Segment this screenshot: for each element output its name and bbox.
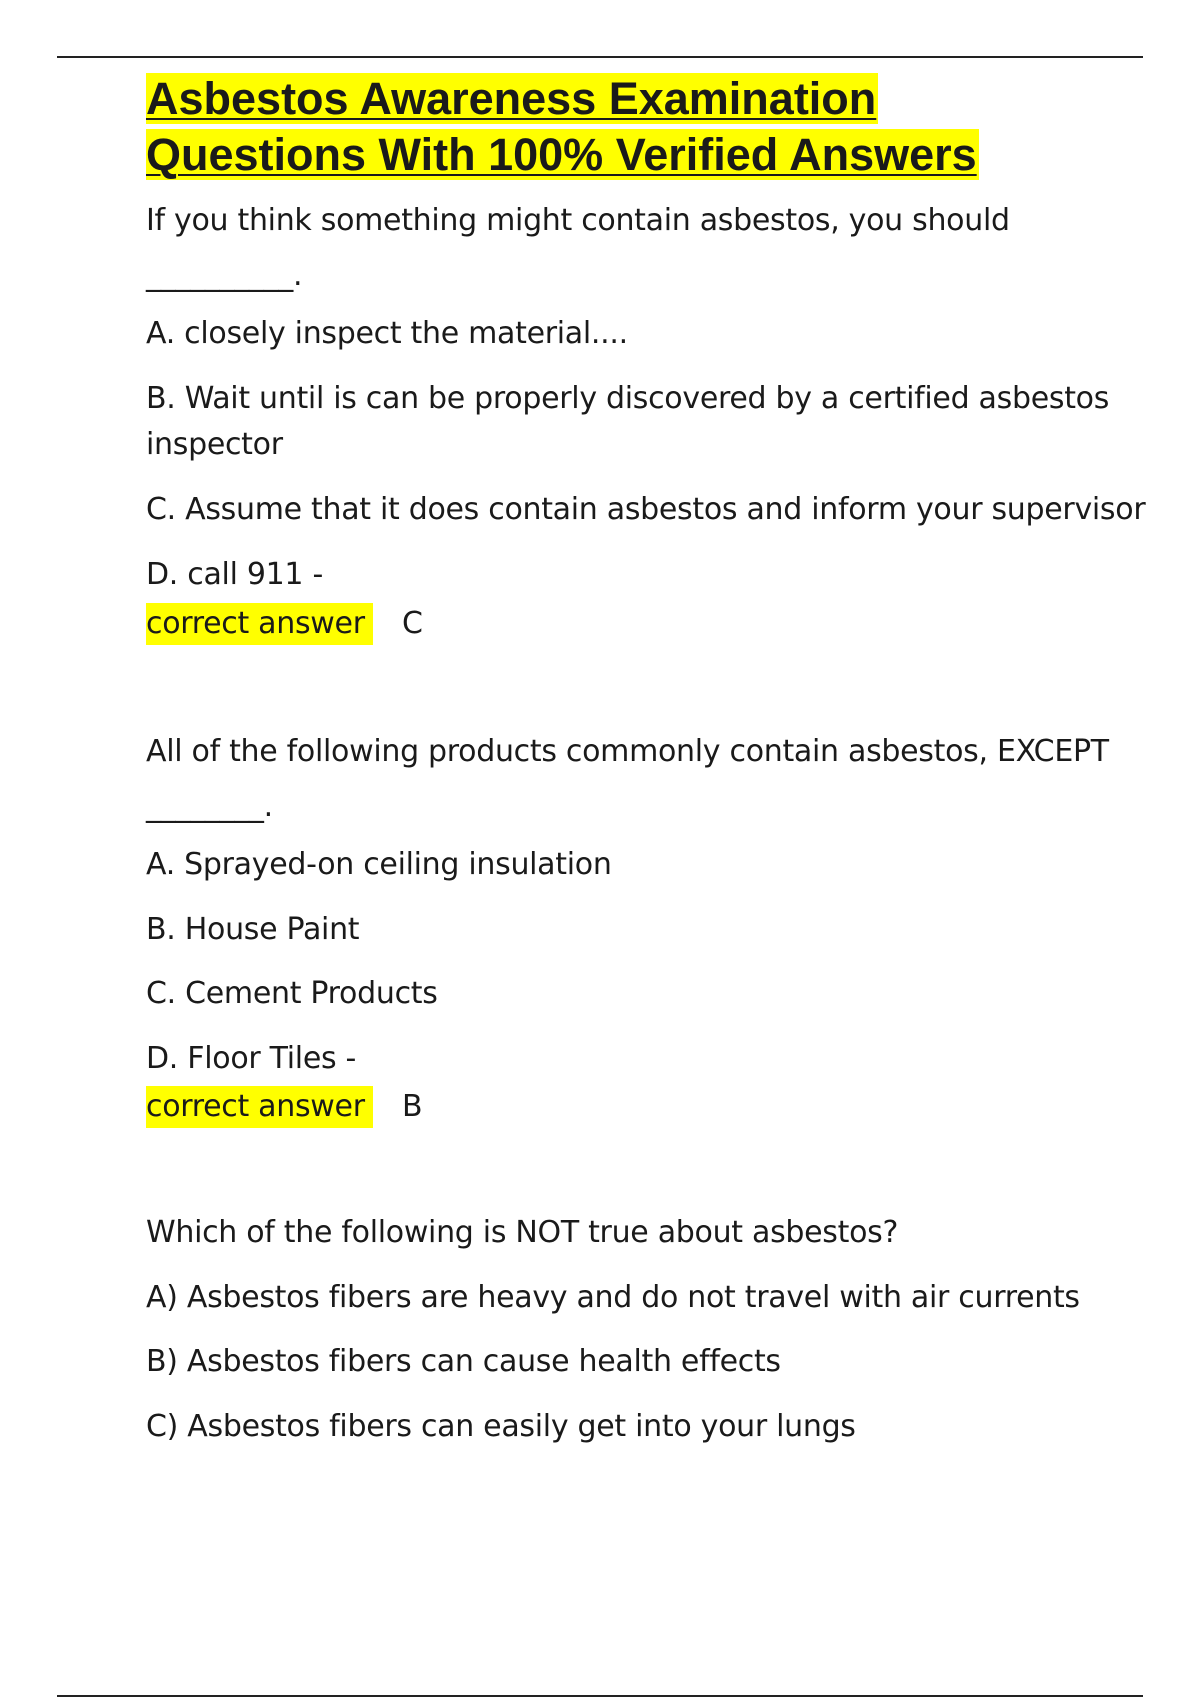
question-1-option-b-continued: inspector	[146, 427, 283, 462]
question-1-option-a: A. closely inspect the material....	[146, 316, 628, 351]
question-1-prompt: If you think something might contain asbestos, you should	[146, 203, 1010, 238]
top-rule	[57, 56, 1143, 58]
question-3-option-c: C) Asbestos fibers can easily get into your lungs	[146, 1409, 856, 1444]
question-2-option-d: D. Floor Tiles -	[146, 1041, 357, 1076]
question-3-option-a: A) Asbestos fibers are heavy and do not travel with air currents	[146, 1280, 1080, 1315]
bottom-rule	[57, 1695, 1143, 1697]
correct-answer-label: correct answer	[146, 603, 373, 645]
document-title	[146, 71, 1106, 183]
question-1-option-c: C. Assume that it does contain asbestos and inform your supervisor	[146, 492, 1146, 527]
question-1-option-d: D. call 911 -	[146, 557, 323, 592]
question-2-option-c: C. Cement Products	[146, 976, 438, 1011]
correct-answer-value: C	[402, 606, 423, 641]
question-2-option-b: B. House Paint	[146, 912, 360, 947]
title-line-1: Asbestos Awareness Examination	[146, 73, 877, 124]
question-3-prompt: Which of the following is NOT true about asbestos?	[146, 1215, 899, 1250]
question-1-blank: __________.	[146, 258, 303, 293]
correct-answer-value: B	[402, 1089, 423, 1124]
question-2-blank: ________.	[146, 789, 273, 824]
question-3-option-b: B) Asbestos fibers can cause health effects	[146, 1344, 781, 1379]
question-2-option-a: A. Sprayed-on ceiling insulation	[146, 847, 612, 882]
question-2-prompt: All of the following products commonly contain asbestos, EXCEPT	[146, 734, 1109, 769]
question-1-option-b: B. Wait until is can be properly discovered by a certified asbestos	[146, 381, 1110, 416]
correct-answer-label: correct answer	[146, 1086, 373, 1128]
title-line-2: Questions With 100% Verified Answers	[146, 129, 977, 180]
